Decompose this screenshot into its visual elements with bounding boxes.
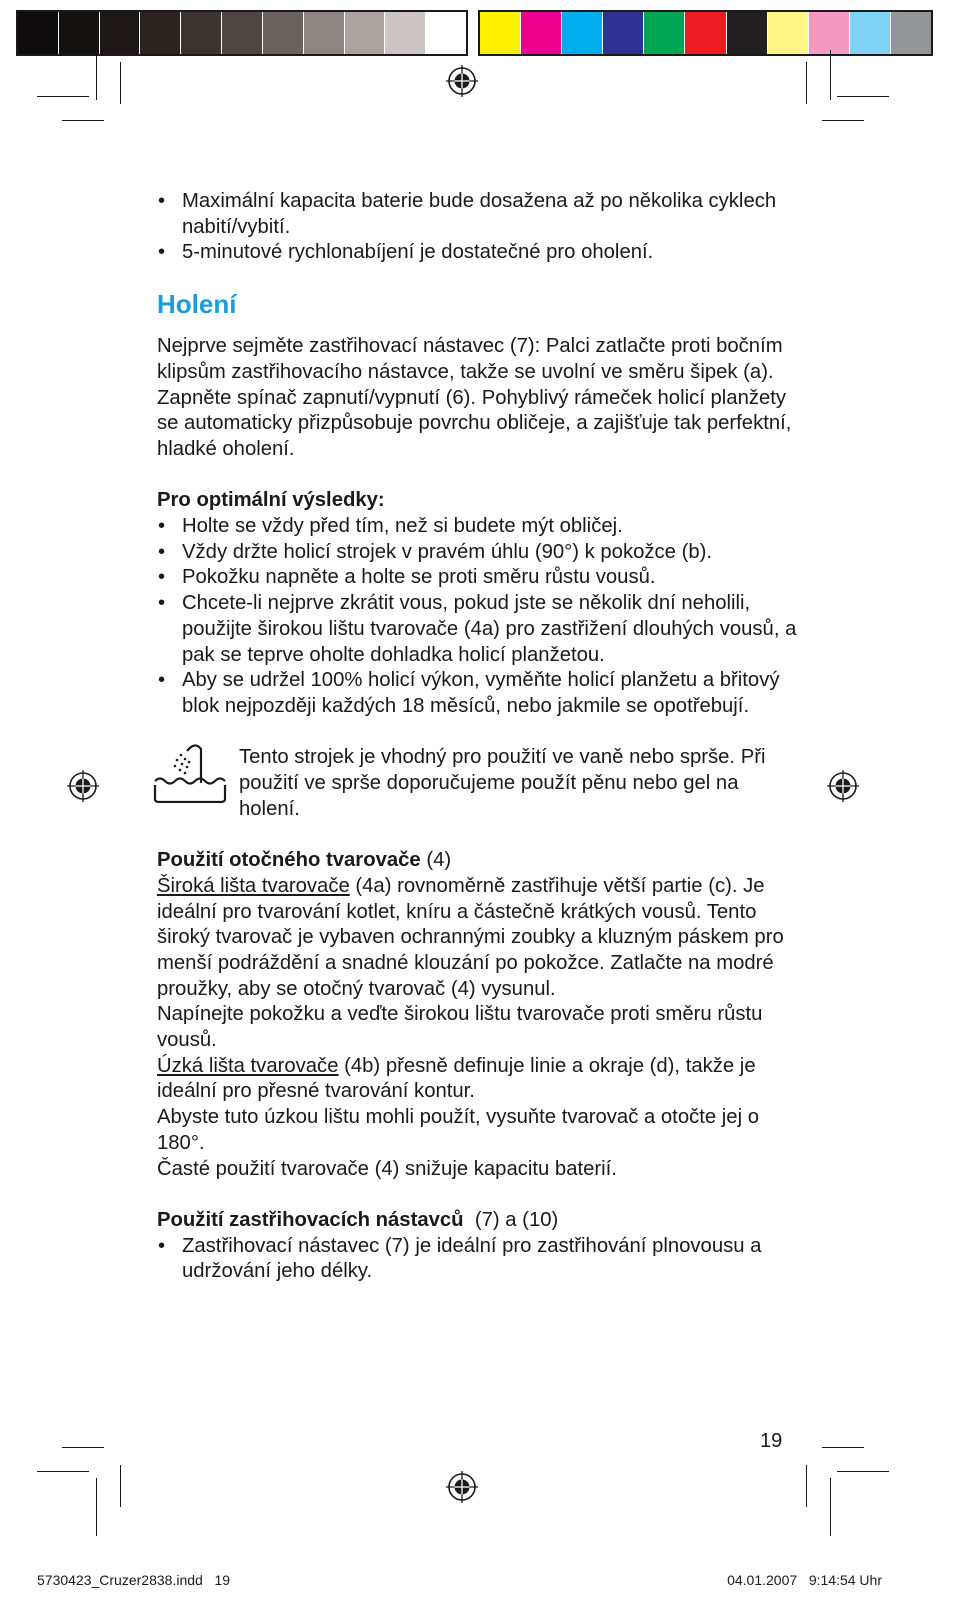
optimal-results-list [157, 514, 797, 720]
registration-mark-icon [67, 770, 99, 802]
list-item: • Pokožku napněte a holte se proti směru růstu vousů. [157, 565, 797, 591]
color-swatch [685, 12, 726, 54]
gray-swatch [181, 12, 222, 54]
grayscale-color-bar [18, 12, 466, 54]
attachments-title: Použití zastřihovacích nástavců [157, 1208, 464, 1231]
color-swatch [521, 12, 562, 54]
gray-swatch [426, 12, 466, 54]
color-swatch [644, 12, 685, 54]
skin-instruction: Napínejte pokožku a veďte širokou lištu tvarovače proti směru růstu vousů. [157, 1003, 763, 1052]
gray-swatch [263, 12, 304, 54]
gray-swatch [385, 12, 426, 54]
color-swatch [768, 12, 809, 54]
narrow-trimmer-label: Úzká lišta tvarovače [157, 1054, 339, 1077]
page-number: 19 [760, 1430, 783, 1452]
list-item: • Aby se udržel 100% holicí výkon, vyměňte holicí planžetu a břitový blok nejpozději každých 18 měsíců, nebo jakmile se opotřebují. [157, 668, 797, 719]
gray-swatch [100, 12, 141, 54]
bath-note [157, 745, 797, 822]
list-item: • Zastřihovací nástavec (7) je ideální pro zastřihování plnovousu a udržování jeho délky. [157, 1234, 797, 1285]
trimmer-title-ref: (4) [420, 849, 452, 872]
color-swatch [809, 12, 850, 54]
list-item: • Vždy držte holicí strojek v pravém úhlu (90°) k pokožce (b). [157, 540, 797, 566]
attachments-title-ref: (7) a (10) [463, 1208, 559, 1231]
optimal-results-title: Pro optimální výsledky: [157, 489, 385, 512]
registration-mark-icon [446, 1471, 478, 1503]
gray-swatch [18, 12, 59, 54]
gray-swatch [222, 12, 263, 54]
bath-note-text: Tento strojek je vhodný pro použití ve vaně nebo sprše. Při použití ve sprše doporučujeme použít pěnu nebo gel na holení. [239, 746, 766, 820]
list-item: • 5-minutové rychlonabíjení je dostatečné pro oholení. [157, 240, 797, 266]
page-content [157, 189, 797, 1285]
color-swatch [480, 12, 521, 54]
trimmer-title: Použití otočného tvarovače [157, 849, 421, 872]
section-heading: Holení [157, 289, 237, 320]
wide-trimmer-label: Široká lišta tvarovače [157, 874, 350, 897]
process-color-bar [480, 12, 931, 54]
gray-swatch [345, 12, 386, 54]
list-item: • Maximální kapacita baterie bude dosažena až po několika cyklech nabití/vybití. [157, 189, 797, 240]
color-swatch [562, 12, 603, 54]
color-swatch [603, 12, 644, 54]
wide-trimmer-text: (4a) rovnoměrně zastřihuje větší partie (c). Je ideální pro tvarování kotlet, kníru a částečně krátkých vousů. Tento široký tvarovač je vybaven ochrannými zoubky a kluzným páskem pro menší podráždění a snadné klouzání po pokožce. Zatlačte na modré proužky, aby se otočný tvarovač (4) vysunul. [157, 874, 784, 1000]
list-item: • Holte se vždy před tím, než si budete mýt obličej. [157, 514, 797, 540]
color-swatch [891, 12, 931, 54]
footer-date: 04.01.2007 9:14:54 Uhr [727, 1572, 882, 1588]
gray-swatch [304, 12, 345, 54]
registration-mark-icon [827, 770, 859, 802]
list-item: • Chcete-li nejprve zkrátit vous, pokud jste se několik dní neholili, použijte širokou lištu tvarovače (4a) pro zastřižení dlouhých vousů, a pak se teprve oholte dohladka holicí planžetou. [157, 591, 797, 668]
color-swatch [727, 12, 768, 54]
battery-note: Časté použití tvarovače (4) snižuje kapacitu baterií. [157, 1157, 617, 1180]
narrow-trimmer-text: (4b) přesně definuje linie a okraje (d), takže je ideální pro přesné tvarování kontur. [157, 1054, 756, 1103]
gray-swatch [59, 12, 100, 54]
footer-file: 5730423_Cruzer2838.indd 19 [37, 1572, 231, 1588]
rotate-instruction: Abyste tuto úzkou lištu mohli použít, vysuňte tvarovač a otočte jej o 180°. [157, 1106, 759, 1154]
intro-paragraph: Nejprve sejměte zastřihovací nástavec (7): Palci zatlačte proti bočním klipsům zastřihovacího nástavce, takže se uvolní ve směru šipek (a). Zapněte spínač zapnutí/vypnutí (6). Pohyblivý rámeček holicí planžety se automaticky přizpůsobuje povrchu obličeje, a zajišťuje tak perfektní, hladké oholení. [157, 335, 792, 460]
shower-bath-icon [157, 745, 239, 815]
registration-mark-icon [446, 65, 478, 97]
gray-swatch [140, 12, 181, 54]
intro-bullets [157, 189, 797, 266]
attachments-list [157, 1234, 797, 1285]
color-swatch [850, 12, 891, 54]
